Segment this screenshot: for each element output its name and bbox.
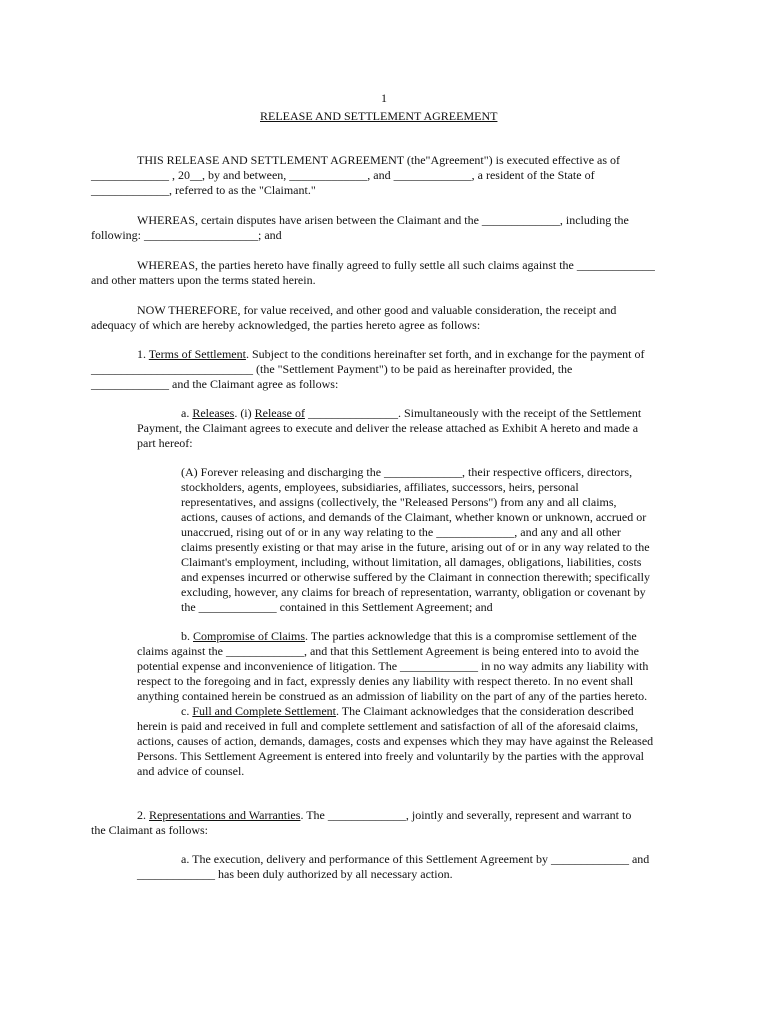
release-clause-line-6: claims presently existing or that may arise in the future, arising out of or in any way related to the — [181, 540, 650, 554]
section-2-line-1 — [137, 808, 631, 823]
section-1a-heading-2: Release of — [254, 406, 305, 420]
section-1b-line-4: respect to the foregoing and in fact, expressly denies any liability with respect thereto. In no event shall — [137, 674, 634, 688]
section-1a-line-1 — [181, 406, 641, 421]
section-1-number: 1. — [137, 347, 149, 361]
section-1c-line-4: Persons. This Settlement Agreement is entered into freely and voluntarily by the parties with the approval — [137, 749, 644, 763]
section-1a-text: _______________. Simultaneously with the receipt of the Settlement — [304, 406, 642, 420]
section-2-heading: Representations and Warranties — [149, 808, 301, 822]
release-clause-line-7: Claimant's employment, including, without limitation, all damages, obligations, liabilities, costs — [181, 555, 642, 569]
release-clause-line-1: (A) Forever releasing and discharging the _____________, their respective officers, directors, — [181, 465, 633, 479]
section-1b-line-1 — [181, 629, 637, 644]
section-1c-heading: Full and Complete Settlement — [192, 704, 336, 718]
section-1c-line-3: actions, causes of action, demands, damages, costs and expenses which they may have against the Released — [137, 734, 654, 748]
section-1a-heading: Releases — [192, 406, 235, 420]
section-1-heading: Terms of Settlement — [148, 347, 246, 361]
document-title: RELEASE AND SETTLEMENT AGREEMENT — [260, 109, 498, 123]
section-2a-line-2: _____________ has been duly authorized by all necessary action. — [137, 867, 453, 881]
section-1b-heading: Compromise of Claims — [193, 629, 305, 643]
section-1b-line-5: anything contained herein be construed as an admission of liability on the part of any of the parties hereto. — [137, 689, 648, 703]
section-1b-line-2: claims against the _____________, and that this Settlement Agreement is being entered into to avoid the — [137, 644, 639, 658]
section-1-text: . Subject to the conditions hereinafter set forth, and in exchange for the payment of — [245, 347, 645, 361]
section-1c-line-1 — [181, 704, 634, 719]
page-number: 1 — [381, 91, 387, 105]
section-1b-prefix: b. — [181, 629, 193, 643]
section-1b-text: . The parties acknowledge that this is a compromise settlement of the — [305, 629, 637, 643]
preamble-line-2: _____________ , 20__, by and between, _____________, and _____________, a resident of the State of — [91, 168, 595, 182]
release-clause-line-5: unaccrued, rising out of or in any way relating to the _____________, and any and all other — [181, 525, 621, 539]
section-1a-line-2: Payment, the Claimant agrees to execute and deliver the release attached as Exhibit A hereto and made a — [137, 421, 639, 435]
release-clause-line-10: the _____________ contained in this Settlement Agreement; and — [181, 600, 493, 614]
preamble-line-3: _____________, referred to as the "Claimant." — [91, 183, 316, 197]
section-2-number: 2. — [137, 808, 149, 822]
preamble-line-1: THIS RELEASE AND SETTLEMENT AGREEMENT (the"Agreement") is executed effective as of — [137, 153, 621, 167]
whereas-1-line-2: following: ___________________; and — [91, 228, 282, 242]
section-1a-line-3: part hereof: — [137, 436, 193, 450]
section-1a-mid: . (i) — [234, 406, 255, 420]
section-1c-prefix: c. — [181, 704, 193, 718]
section-1c-text: . The Claimant acknowledges that the consideration described — [335, 704, 634, 718]
whereas-2-line-1: WHEREAS, the parties hereto have finally agreed to fully settle all such claims against the _____________ — [137, 258, 655, 272]
section-1-line-3: _____________ and the Claimant agree as follows: — [91, 377, 339, 391]
now-therefore-line-2: adequacy of which are hereby acknowledged, the parties hereto agree as follows: — [91, 318, 481, 332]
whereas-1-line-1: WHEREAS, certain disputes have arisen between the Claimant and the _____________, including the — [137, 213, 629, 227]
section-1b-line-3: potential expense and inconvenience of litigation. The _____________ in no way admits any liability with — [137, 659, 649, 673]
release-clause-line-2: stockholders, agents, employees, subsidiaries, affiliates, successors, heirs, personal — [181, 480, 579, 494]
release-clause-line-4: actions, causes of actions, and demands of the Claimant, whether known or unknown, accrued or — [181, 510, 647, 524]
section-2-line-2: the Claimant as follows: — [91, 823, 208, 837]
section-2-text: . The _____________, jointly and severally, represent and warrant to — [300, 808, 632, 822]
now-therefore-line-1: NOW THEREFORE, for value received, and other good and valuable consideration, the receipt and — [137, 303, 617, 317]
release-clause-line-3: representatives, and assigns (collectively, the "Released Persons") from any and all claims, — [181, 495, 617, 509]
section-1-line-1 — [137, 347, 644, 362]
release-clause-line-8: and expenses incurred or otherwise suffered by the Claimant in connection therewith; specifically — [181, 570, 650, 584]
section-1-line-2: ___________________________ (the "Settlement Payment") to be paid as hereinafter provided, the — [91, 362, 573, 376]
section-2a-line-1: a. The execution, delivery and performance of this Settlement Agreement by _____________ and — [181, 852, 650, 866]
section-1c-line-2: herein is paid and received in full and complete settlement and satisfaction of all of the aforesaid claims, — [137, 719, 639, 733]
whereas-2-line-2: and other matters upon the terms stated herein. — [91, 273, 316, 287]
section-1a-prefix: a. — [181, 406, 193, 420]
release-clause-line-9: excluding, however, any claims for breach of representation, warranty, obligation or covenant by — [181, 585, 646, 599]
section-1c-line-5: and advice of counsel. — [137, 764, 245, 778]
